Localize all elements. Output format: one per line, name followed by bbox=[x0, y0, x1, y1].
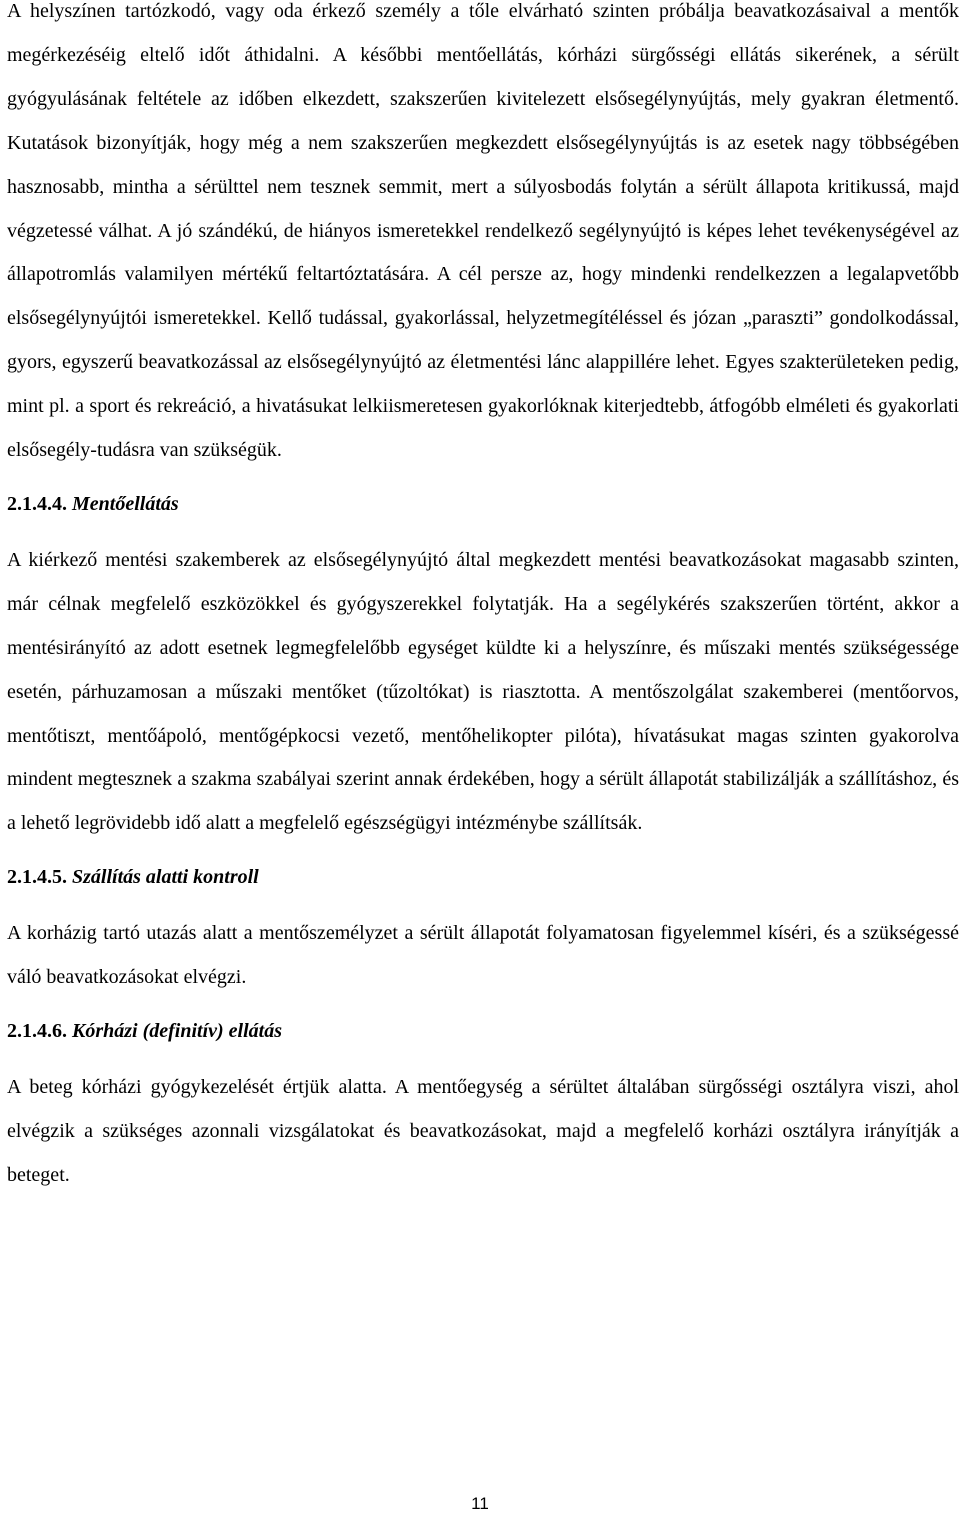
section-heading-2-1-4-4 bbox=[7, 483, 959, 527]
paragraph-ambulance-care: A kiérkező mentési szakemberek az elsősegélynyújtó által megkezdett mentési beavatkozásokat magasabb szinten, már célnak megfelelő eszközökkel és gyógyszerekkel folytatják. Ha a segélykérés szakszerűen történt, akkor a mentésirányító az adott esetnek legmegfelelőbb egységet küldte ki a helyszínre, és műszaki mentés szükségessége esetén, párhuzamosan a műszaki mentőket (tűzoltókat) is riasztotta. A mentőszolgálat szakemberei (mentőorvos, mentőtiszt, mentőápoló, mentőgépkocsi vezető, mentőhelikopter pilóta), hívatásukat magas szinten gyakorolva mindent megtesznek a szakma szabályai szerint annak érdekében, hogy a sérült állapotát stabilizálják a szállításhoz, és a lehető legrövidebb idő alatt a megfelelő egészségügyi intézménybe szállítsák. bbox=[7, 548, 959, 835]
paragraph-hospital-care: A beteg kórházi gyógykezelését értjük alatta. A mentőegység a sérültet általában sürgősségi osztályra viszi, ahol elvégzik a szükséges azonnali vizsgálatokat és beavatkozásokat, majd a megfelelő korházi osztályra irányítják a beteget. bbox=[7, 1075, 959, 1186]
section-title: Mentőellátás bbox=[72, 492, 179, 515]
paragraph-transport-control: A korházig tartó utazás alatt a mentőszemélyzet a sérült állapotát folyamatosan figyelemmel kíséri, és a szükségessé váló beavatkozásokat elvégzi. bbox=[7, 922, 959, 989]
document-page bbox=[7, 0, 959, 1198]
page-number: 11 bbox=[471, 1494, 489, 1513]
section-number: 2.1.4.6. bbox=[7, 1019, 67, 1042]
section-heading-2-1-4-5 bbox=[7, 856, 959, 900]
section-number: 2.1.4.5. bbox=[7, 866, 67, 889]
paragraph-first-aid-importance: A helyszínen tartózkodó, vagy oda érkező személy a tőle elvárható szinten próbálja beavatkozásaival a mentők megérkezéséig eltelő időt áthidalni. A későbbi mentőellátás, kórházi sürgősségi ellátás sikerének, a sérült gyógyulásának feltétele az időben elkezdett, szakszerűen kivitelezett elsősegélynyújtás, mely gyakran életmentő. Kutatások bizonyítják, hogy még a nem szakszerűen megkezdett elsősegélynyújtás is az esetek nagy többségében hasznosabb, mintha a sérülttel nem tesznek semmit, mert a súlyosbodás folytán a sérült állapota kritikussá, majd végzetessé válhat. A jó szándékú, de hiányos ismeretekkel rendelkező segélynyújtó is képes lehet tevékenységével az állapotromlás valamilyen mértékű feltartóztatására. A cél persze az, hogy mindenki rendelkezzen a legalapvetőbb elsősegélynyújtói ismeretekkel. Kellő tudással, gyakorlással, helyzetmegítéléssel és józan „paraszti” gondolkodással, gyors, egyszerű beavatkozással az elsősegélynyújtó az életmentési lánc alappillére lehet. Egyes szakterületeken pedig, mint pl. a sport és rekreáció, a hivatásukat lelkiismeretesen gyakorlóknak kiterjedtebb, átfogóbb elméleti és gyakorlati elsősegély-tudásra van szükségük. bbox=[7, 0, 959, 462]
section-number: 2.1.4.4. bbox=[7, 492, 67, 515]
section-title: Kórházi (definitív) ellátás bbox=[72, 1019, 282, 1042]
section-title: Szállítás alatti kontroll bbox=[72, 866, 259, 889]
section-heading-2-1-4-6 bbox=[7, 1010, 959, 1054]
